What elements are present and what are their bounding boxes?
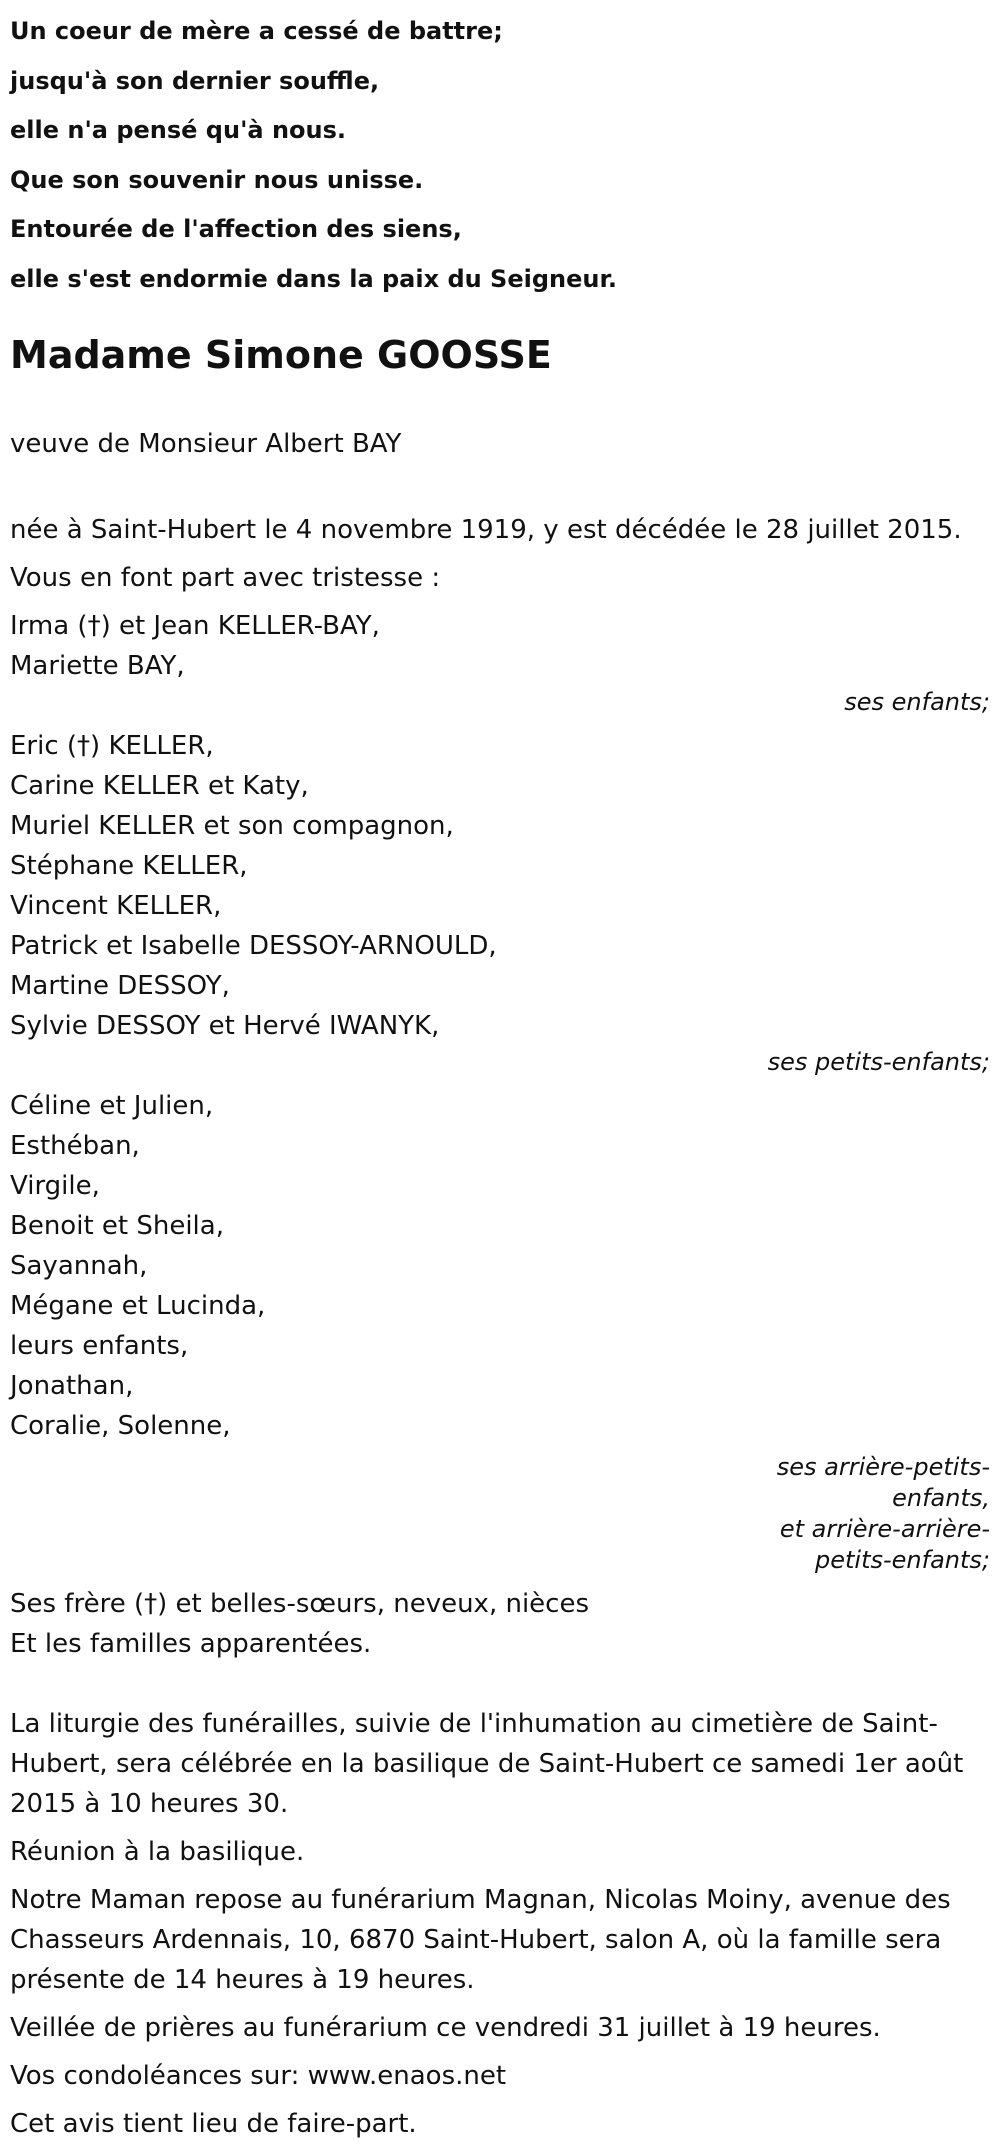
extended-family (10, 1584, 990, 1664)
relation-label: ses enfants; (844, 688, 990, 716)
list-item: Carine KELLER et Katy, (10, 771, 309, 801)
rest-details: Notre Maman repose au funérarium Magnan, Nicolas Moiny, avenue des Chasseurs Ardennais, 10, 6870 Saint-Hubert, salon A, où la famille sera présente de 14 heures à 19 heures. (10, 1885, 951, 1995)
condolences-line: Vos condoléances sur: www.enaos.net (10, 2061, 507, 2091)
relation-label: ses arrière-petits-enfants, (776, 1453, 990, 1512)
meeting-line: Réunion à la basilique. (10, 1837, 305, 1867)
great-grandchildren-group (10, 1086, 990, 1576)
list-item: Eric (†) KELLER, (10, 731, 214, 761)
list-item: Stéphane KELLER, (10, 851, 248, 881)
poem-line: Que son souvenir nous unisse. (10, 165, 424, 194)
list-item: Céline et Julien, (10, 1091, 214, 1121)
deceased-name: Madame Simone GOOSSE (10, 333, 552, 377)
list-item: Sayannah, (10, 1251, 148, 1281)
widow-line: veuve de Monsieur Albert BAY (10, 429, 402, 459)
poem-line: Entourée de l'affection des siens, (10, 215, 462, 243)
relation-label: et arrière-arrière-petits-enfants; (779, 1515, 990, 1574)
poem (10, 0, 990, 304)
list-item: leurs enfants, (10, 1331, 189, 1361)
family-line: Ses frère (†) et belles-sœurs, neveux, nièces (10, 1589, 590, 1619)
poem-line: jusqu'à son dernier souffle, (10, 66, 380, 95)
announcement-line: Vous en font part avec tristesse : (10, 563, 441, 593)
relation-label: ses petits-enfants; (767, 1048, 990, 1076)
list-item: Mégane et Lucinda, (10, 1291, 266, 1321)
list-item: Benoit et Sheila, (10, 1211, 224, 1241)
list-item: Irma (†) et Jean KELLER-BAY, (10, 611, 380, 641)
funeral-details: La liturgie des funérailles, suivie de l'inhumation au cimetière de Saint-Hubert, sera célébrée en la basilique de Saint-Hubert ce samedi 1er août 2015 à 10 heures 30. (10, 1709, 964, 1819)
notice-line: Cet avis tient lieu de faire-part. (10, 2109, 417, 2139)
list-item: Esthéban, (10, 1131, 140, 1161)
vigil-line: Veillée de prières au funérarium ce vendredi 31 juillet à 19 heures. (10, 2013, 881, 2043)
children-group (10, 606, 990, 718)
poem-line: Un coeur de mère a cessé de battre; (10, 17, 503, 45)
list-item: Muriel KELLER et son compagnon, (10, 811, 454, 841)
list-item: Mariette BAY, (10, 651, 185, 681)
family-line: Et les familles apparentées. (10, 1629, 372, 1659)
list-item: Sylvie DESSOY et Hervé IWANYK, (10, 1011, 440, 1041)
poem-line: elle s'est endormie dans la paix du Seigneur. (10, 264, 618, 293)
birth-death-line: née à Saint-Hubert le 4 novembre 1919, y est décédée le 28 juillet 2015. (10, 515, 962, 545)
grandchildren-group (10, 726, 990, 1078)
poem-line: elle n'a pensé qu'à nous. (10, 116, 347, 144)
list-item: Virgile, (10, 1171, 100, 1201)
list-item: Patrick et Isabelle DESSOY-ARNOULD, (10, 931, 497, 961)
list-item: Vincent KELLER, (10, 891, 222, 921)
list-item: Coralie, Solenne, (10, 1411, 231, 1441)
list-item: Jonathan, (10, 1371, 134, 1401)
list-item: Martine DESSOY, (10, 971, 230, 1001)
